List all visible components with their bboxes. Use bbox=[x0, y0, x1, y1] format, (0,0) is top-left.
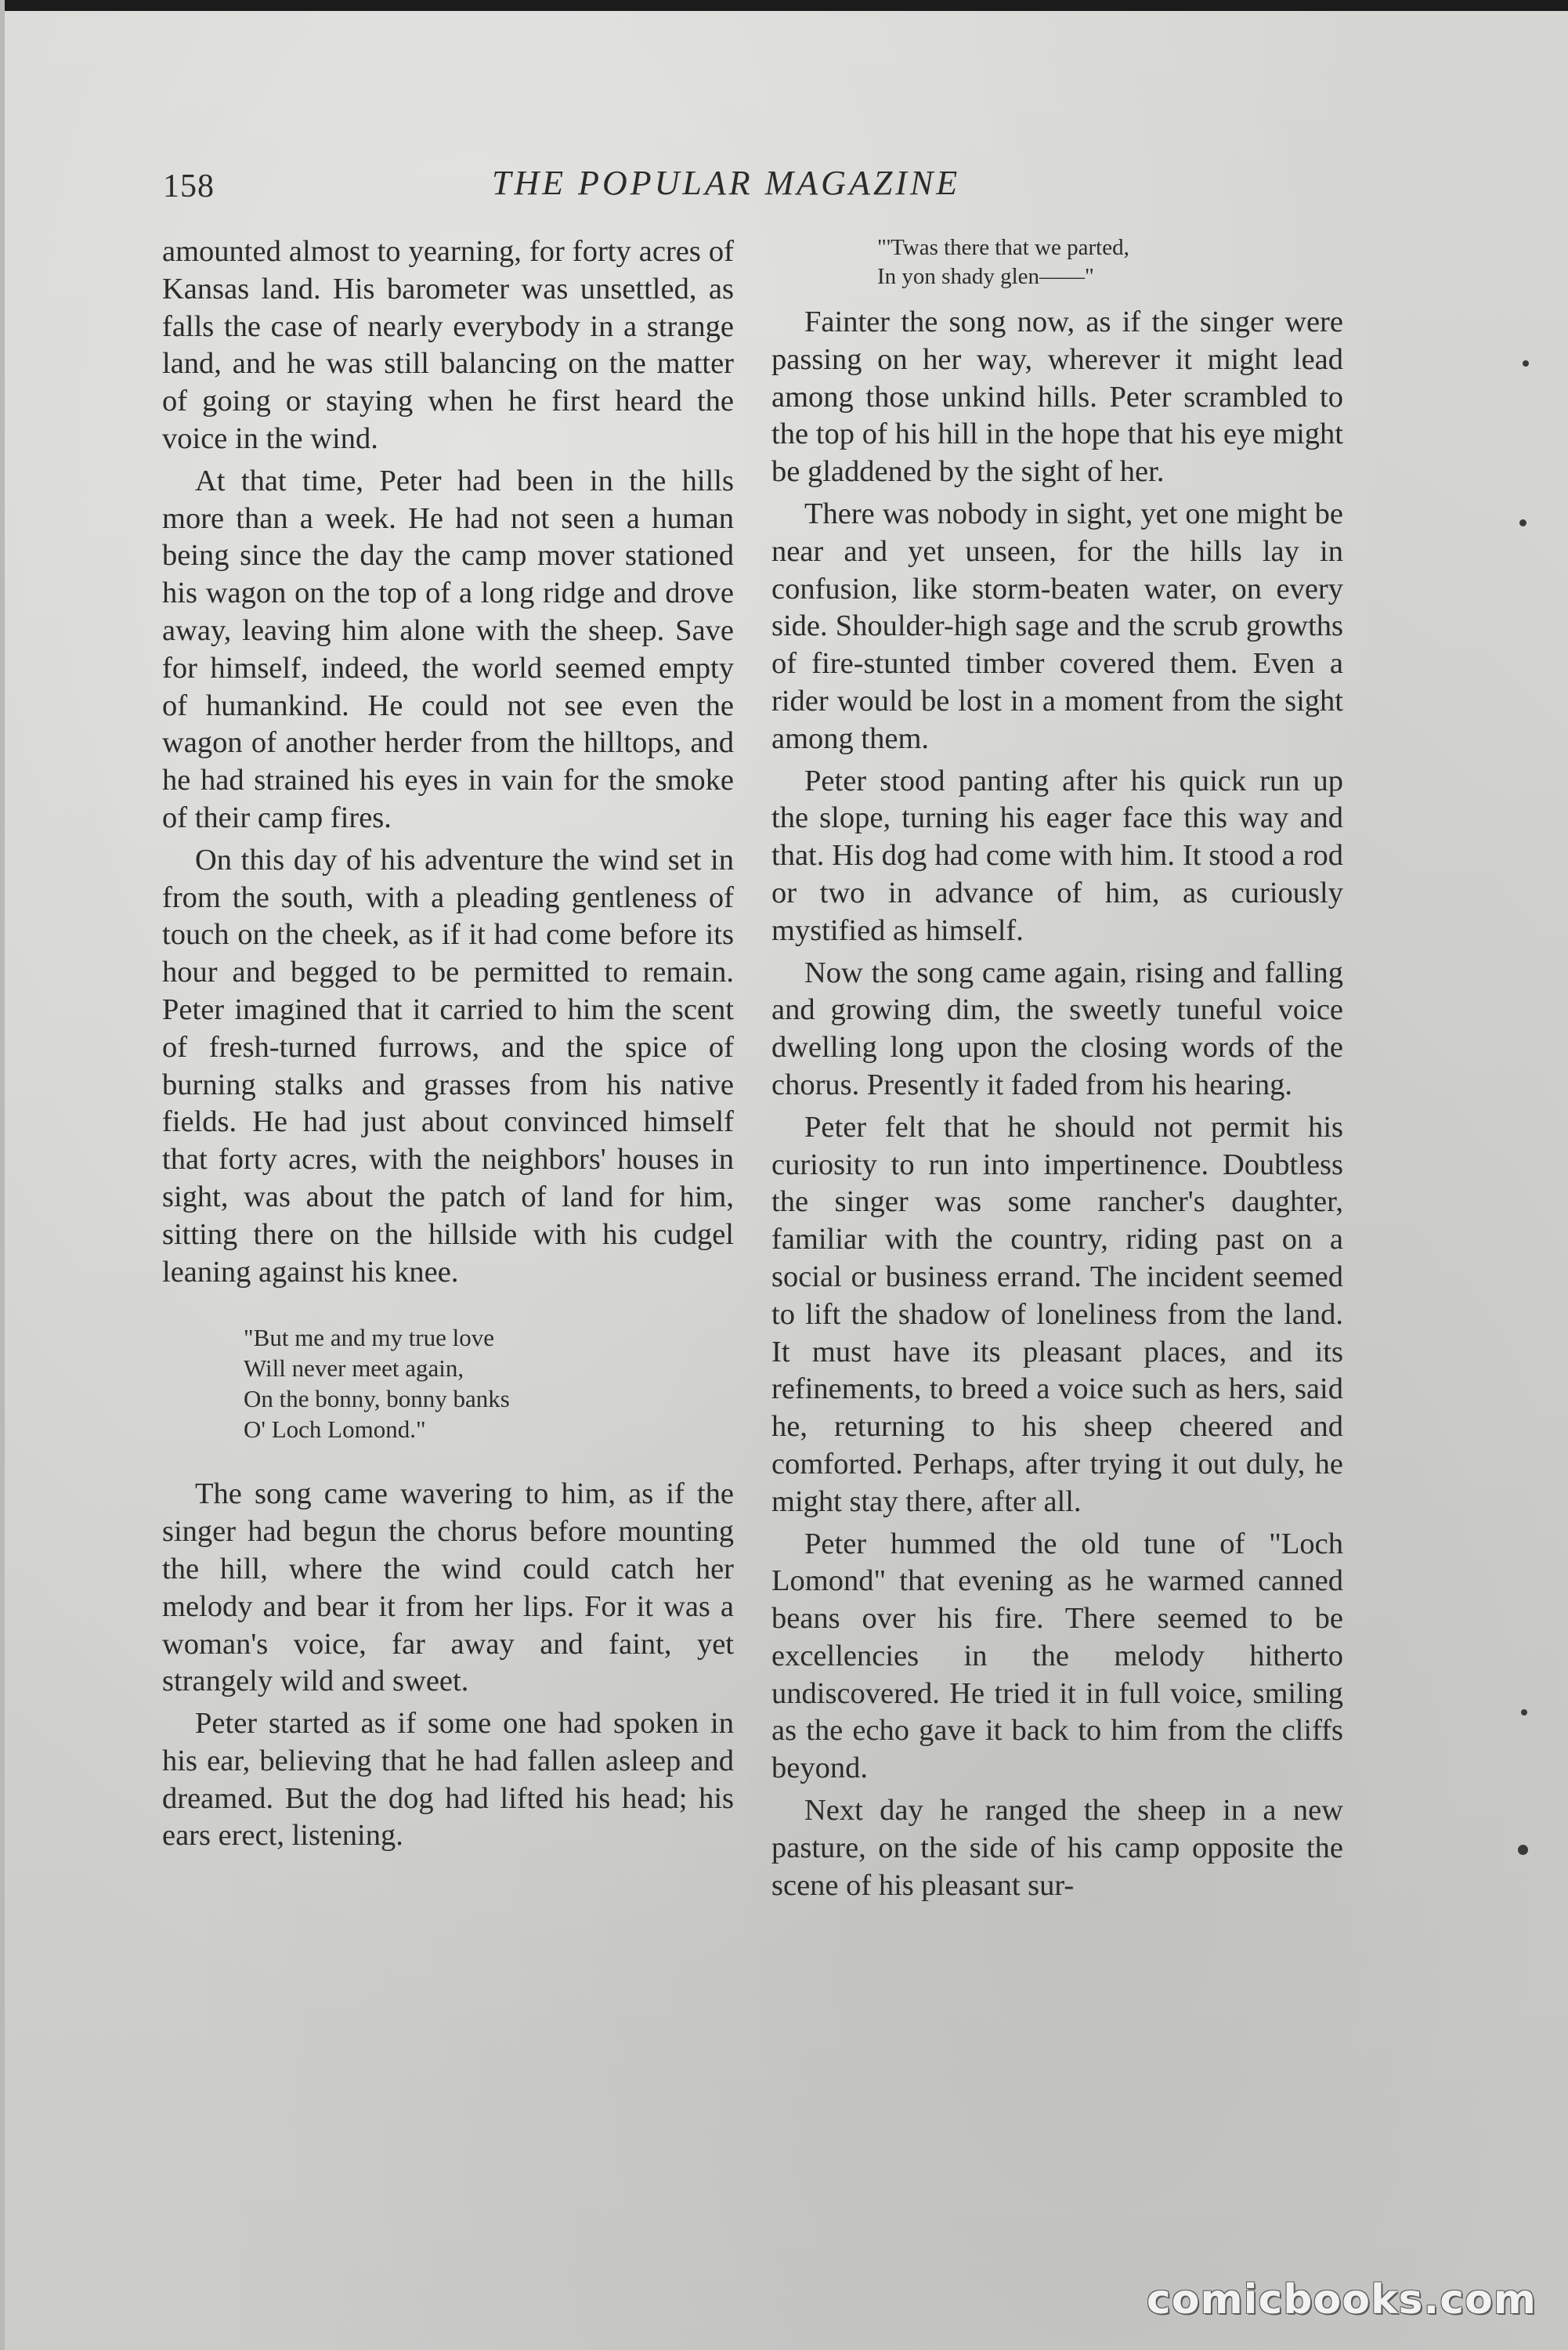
paragraph: Next day he ranged the sheep in a new pasture, on the side of his camp opposite the scene of his pleasant sur- bbox=[771, 1794, 1343, 1902]
paragraph: Peter started as if some one had spoken in his ear, believing that he had fallen asleep and dreamed. But the dog had lifted his head; his ears erect, listening. bbox=[162, 1707, 734, 1853]
scan-left-edge bbox=[0, 0, 5, 2350]
paragraph: Now the song came again, rising and falling and growing dim, the sweetly tuneful voice dwelling long upon the closing words of the chorus. Presently it faded from his hearing. bbox=[771, 956, 1343, 1101]
watermark-logo: comicbooks.com bbox=[1146, 2276, 1537, 2323]
paragraph: On this day of his adventure the wind set in from the south, with a pleading gentleness of touch on the cheek, as if it had come before its hour and begged to be permitted to remain. Peter imagined that it carried to him the scent of fresh-turned furrows, and the spice of burning stalks and grasses from his native fields. He had just about convinced himself that forty acres, with the neighbors' houses in sight, was about the patch of land for him, sitting there on the hillside with his cudgel leaning against his knee. bbox=[162, 843, 734, 1289]
verse-line: Will never meet again, bbox=[244, 1354, 464, 1383]
right-column bbox=[771, 233, 1343, 1909]
paragraph: At that time, Peter had been in the hills more than a week. He had not seen a human being since the day the camp mover stationed his wagon on the top of a long ridge and drove away, leaving him alone with the sheep. Save for himself, indeed, the world seemed empty of humankind. He could not see even the wagon of another herder from the hilltops, and he had strained his eyes in vain for the smoke of their camp fires. bbox=[162, 464, 734, 834]
paragraph: The song came wavering to him, as if the singer had begun the chorus before mounting the hill, where the wind could catch her melody and bear it from her lips. For it was a woman's voice, far away and faint, yet strangely wild and sweet. bbox=[162, 1477, 734, 1698]
verse-line: On the bonny, bonny banks bbox=[244, 1385, 510, 1413]
scan-speck bbox=[1523, 360, 1529, 367]
paragraph: There was nobody in sight, yet one might be near and yet unseen, for the hills lay in confusion, like storm-beaten water, on every side. Shoulder-high sage and the scrub growths of fire-stunted timber covered them. Even a rider would be lost in a moment from the sight among them. bbox=[771, 497, 1343, 755]
scan-top-border bbox=[0, 0, 1568, 11]
verse-line: "'Twas there that we parted, bbox=[877, 235, 1129, 260]
scan-speck bbox=[1518, 1845, 1528, 1855]
left-column bbox=[162, 233, 734, 1860]
running-head bbox=[163, 163, 1338, 210]
paragraph: amounted almost to yearning, for forty acres of Kansas land. His barometer was unsettled, as falls the case of nearly everybody in a strange land, and he was still balancing on the matter of going or staying when he first heard the voice in the wind. bbox=[162, 235, 734, 455]
page-number: 158 bbox=[163, 168, 215, 204]
scan-speck bbox=[1521, 1709, 1527, 1716]
paragraph: Peter stood panting after his quick run up the slope, turning his eager face this way and that. His dog had come with him. It stood a rod or two in advance of him, as curiously mystified as himself. bbox=[771, 764, 1343, 947]
paragraph: Peter felt that he should not permit his curiosity to run into impertinence. Doubtless the singer was some rancher's daughter, familiar with the country, riding past on a social or business errand. The incident seemed to lift the shadow of loneliness from the land. It must have its pleasant places, and its refinements, to breed a voice such as hers, said he, returning to his sheep cheered and comforted. Perhaps, after trying it out duly, he might stay there, after all. bbox=[771, 1110, 1343, 1518]
paragraph: Peter hummed the old tune of "Loch Lomond" that evening as he warmed canned beans over his fire. There seemed to be excellencies in the melody hitherto undiscovered. He tried it in full voice, smiling as the echo gave it back to him from the cliffs beyond. bbox=[771, 1527, 1343, 1785]
magazine-title: THE POPULAR MAGAZINE bbox=[492, 164, 961, 202]
scan-speck bbox=[1519, 519, 1526, 526]
verse-line: "But me and my true love bbox=[244, 1324, 495, 1352]
song-verse bbox=[771, 233, 1343, 291]
paragraph: Fainter the song now, as if the singer were passing on her way, wherever it might lead among those unkind hills. Peter scrambled to the top of his hill in the hope that his eye might be gladdened by the sight of her. bbox=[771, 306, 1343, 489]
verse-line: O' Loch Lomond." bbox=[244, 1415, 426, 1444]
verse-line: In yon shady glen——" bbox=[877, 264, 1094, 289]
song-verse bbox=[162, 1322, 734, 1444]
